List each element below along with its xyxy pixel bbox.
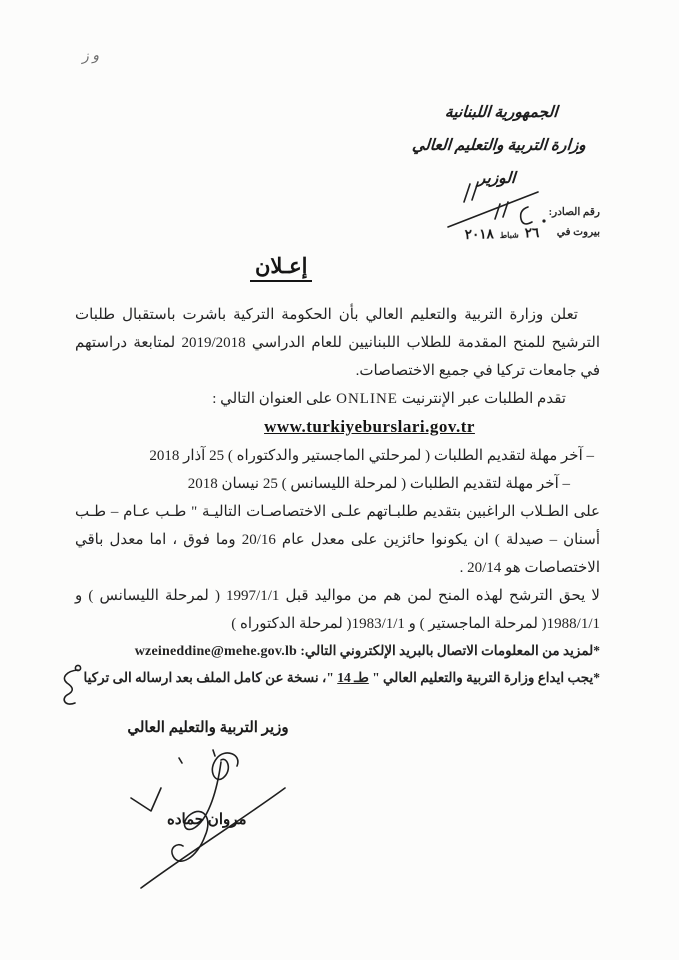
beirut-date-label: بيروت في bbox=[556, 227, 600, 238]
stamp-month: شباط bbox=[499, 230, 519, 241]
contact-email: wzeineddine@mehe.gov.lb bbox=[134, 644, 298, 659]
document-title: إعـلان bbox=[250, 254, 312, 282]
note-deposit-line bbox=[75, 665, 600, 691]
letterhead-republic: الجمهورية اللبنانية bbox=[444, 104, 559, 121]
margin-squiggle-icon bbox=[54, 662, 88, 714]
document-body bbox=[75, 301, 600, 691]
online-text-pre: تقدم الطلبات عبر الإنترنيت bbox=[397, 391, 566, 407]
letterhead-minister: الوزير bbox=[477, 170, 516, 187]
outgoing-number-label: رقم الصادر: bbox=[548, 207, 600, 218]
application-url-line bbox=[107, 413, 632, 442]
deadline-masters-line: – آخر مهلة لتقديم الطلبات ( لمرحلتي الماجستير والدكتوراه ) 25 آذار 2018 bbox=[149, 448, 594, 464]
online-submission-line bbox=[75, 385, 600, 413]
stamp-day: ٢٦ bbox=[524, 225, 540, 241]
application-url: www.turkiyeburslari.gov.tr bbox=[264, 417, 475, 436]
signature-title: وزير التربية والتعليم العالي bbox=[127, 720, 289, 736]
note-deposit-post: "، نسخة عن كامل الملف بعد ارساله الى تركيا bbox=[83, 670, 338, 685]
letterhead-ministry: وزارة التربية والتعليم العالي bbox=[411, 137, 587, 154]
deposit-code: طـ 14 bbox=[337, 670, 369, 685]
online-text-post: على العنوان التالي : bbox=[212, 391, 337, 407]
stamp-year: ٢٠١٨ bbox=[464, 226, 494, 242]
date-stamp bbox=[450, 225, 554, 244]
deadline-bachelor-line: – آخر مهلة لتقديم الطلبات ( لمرحلة الليسانس ) 25 نيسان 2018 bbox=[187, 476, 570, 492]
note-email-line bbox=[75, 638, 600, 665]
handwritten-initials: و ز bbox=[81, 48, 100, 65]
note-email-text: *لمزيد من المعلومات الاتصال بالبريد الإلكتروني التالي: bbox=[297, 643, 600, 658]
paragraph-specializations: على الطـلاب الراغبين بتقديم طلبـاتهم علـى الاختصاصـات التاليـة " طـب عـام – طـب أسنان – صيدلة ) ان يكونوا حائزين على معدل عام 20/16 وما فوق ، اما معدل باقي الاختصاصات هو 20/14 . bbox=[75, 504, 601, 576]
paragraph-birthdate-restriction: لا يحق الترشح لهذه المنح لمن هم من مواليد قبل 1997/1/1 ( لمرحلة الليسانس ) و 1988/1/1( لمرحلة الماجستير ) و 1983/1/1( لمرحلة الدكتوراه ) bbox=[75, 588, 600, 632]
signer-name: مروان حماده bbox=[167, 812, 247, 828]
note-deposit-pre: *يجب ايداع وزارة التربية والتعليم العالي " bbox=[368, 670, 600, 685]
online-word: ONLINE bbox=[336, 391, 398, 407]
paragraph-announcement: تعلن وزارة التربية والتعليم العالي بأن الحكومة التركية باشرت باستقبال طلبات الترشيح للمنح المقدمة للطلاب اللبنانيين للعام الدراسي 2019/2018 لمتابعة دراستهم في جامعات تركيا في جميع الاختصاصات. bbox=[75, 307, 600, 379]
